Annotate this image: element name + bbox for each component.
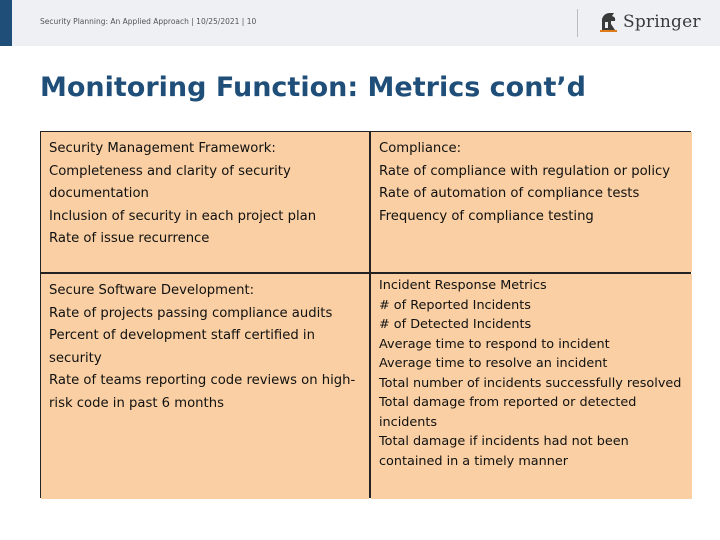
header-citation: Security Planning: An Applied Approach | 10/25/2021 | 10 xyxy=(40,17,257,26)
cell-heading: Security Management Framework: xyxy=(49,141,276,156)
header-accent-bar xyxy=(0,0,12,46)
cell-line: Total number of incidents successfully resolved xyxy=(379,375,682,391)
cell-line: Rate of teams reporting code reviews on high-risk code in past 6 months xyxy=(49,373,356,411)
cell-line: Frequency of compliance testing xyxy=(379,208,594,224)
cell-line: Rate of automation of compliance tests xyxy=(379,186,640,201)
cell-compliance xyxy=(371,132,692,272)
page-title: Monitoring Function: Metrics cont’d xyxy=(40,72,586,103)
metrics-table xyxy=(40,131,691,498)
cell-line: Completeness and clarity of security documentation xyxy=(49,163,291,201)
cell-line: # of Reported Incidents xyxy=(379,297,531,313)
cell-line: Total damage if incidents had not been contained in a timely manner xyxy=(379,434,629,469)
logo-text: Springer xyxy=(623,12,701,32)
cell-line: Average time to resolve an incident xyxy=(379,356,608,371)
cell-incident-response xyxy=(371,274,692,499)
cell-line: Rate of projects passing compliance audits xyxy=(49,305,333,321)
cell-security-management xyxy=(41,132,369,272)
cell-line: Percent of development staff certified in security xyxy=(49,328,315,366)
cell-line: Inclusion of security in each project plan xyxy=(49,208,317,224)
cell-line: Total damage from reported or detected incidents xyxy=(379,395,637,430)
cell-heading: Compliance: xyxy=(379,141,462,156)
springer-horse-icon xyxy=(598,10,620,34)
cell-line: Rate of issue recurrence xyxy=(49,231,210,246)
cell-heading: Incident Response Metrics xyxy=(379,278,547,293)
cell-line: # of Detected Incidents xyxy=(379,317,532,332)
cell-line: Rate of compliance with regulation or policy xyxy=(379,163,671,179)
header-divider xyxy=(577,9,578,37)
cell-heading: Secure Software Development: xyxy=(49,283,255,298)
cell-secure-software-development xyxy=(41,274,369,499)
springer-logo xyxy=(598,9,701,35)
cell-line: Average time to respond to incident xyxy=(379,336,610,352)
